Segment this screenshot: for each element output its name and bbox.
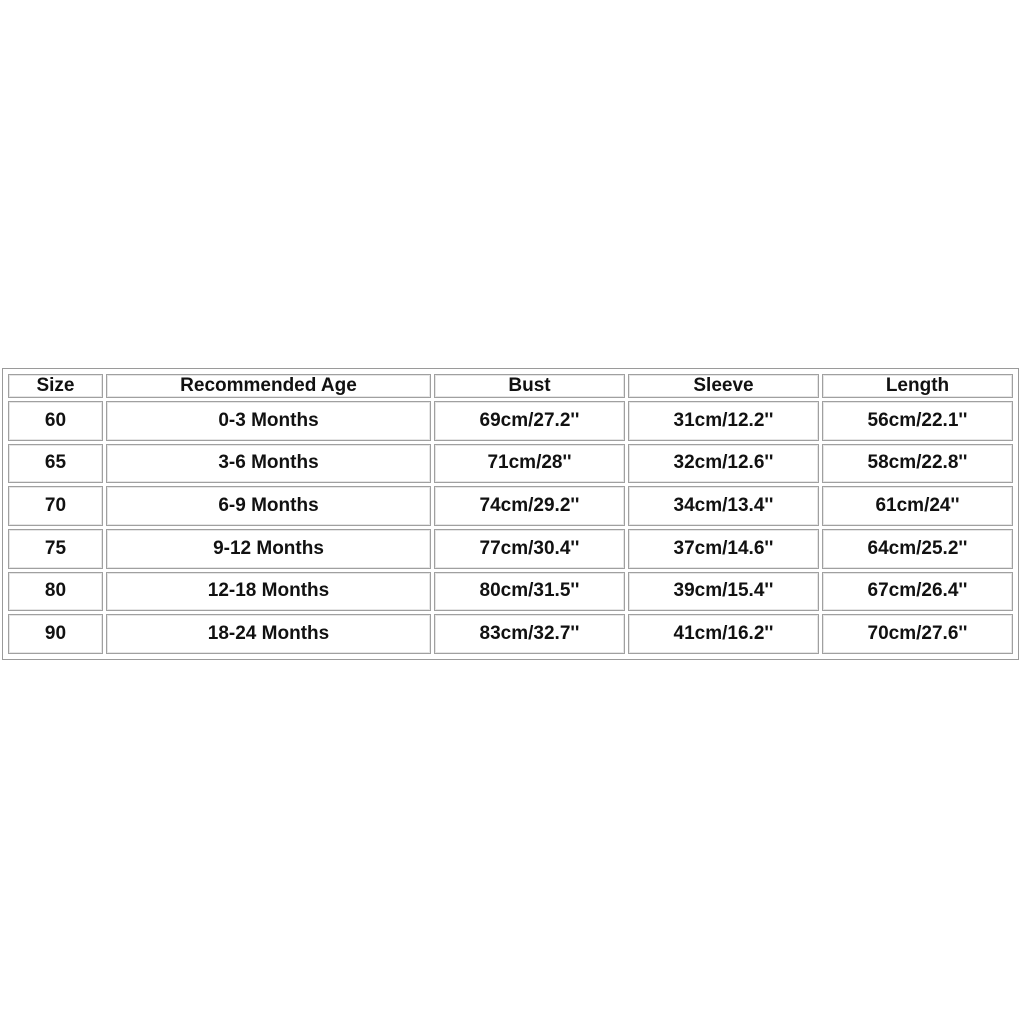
- cell-bust: 83cm/32.7'': [434, 614, 625, 654]
- cell-recommended-age: 9-12 Months: [106, 529, 431, 569]
- cell-bust: 69cm/27.2'': [434, 401, 625, 441]
- cell-bust: 77cm/30.4'': [434, 529, 625, 569]
- cell-length: 56cm/22.1'': [822, 401, 1013, 441]
- column-header-size: Size: [8, 374, 103, 398]
- cell-size: 90: [8, 614, 103, 654]
- cell-recommended-age: 3-6 Months: [106, 444, 431, 484]
- table-row: [8, 401, 1013, 441]
- cell-recommended-age: 0-3 Months: [106, 401, 431, 441]
- cell-recommended-age: 6-9 Months: [106, 486, 431, 526]
- cell-recommended-age: 18-24 Months: [106, 614, 431, 654]
- cell-recommended-age: 12-18 Months: [106, 572, 431, 612]
- cell-sleeve: 31cm/12.2'': [628, 401, 819, 441]
- cell-size: 65: [8, 444, 103, 484]
- cell-sleeve: 32cm/12.6'': [628, 444, 819, 484]
- size-chart-table: [5, 371, 1016, 657]
- column-header-sleeve: Sleeve: [628, 374, 819, 398]
- table-row: [8, 529, 1013, 569]
- column-header-length: Length: [822, 374, 1013, 398]
- table-header-row: [8, 374, 1013, 398]
- size-chart: [2, 368, 1019, 660]
- cell-length: 61cm/24'': [822, 486, 1013, 526]
- table-row: [8, 444, 1013, 484]
- cell-sleeve: 37cm/14.6'': [628, 529, 819, 569]
- cell-length: 67cm/26.4'': [822, 572, 1013, 612]
- cell-length: 58cm/22.8'': [822, 444, 1013, 484]
- cell-length: 64cm/25.2'': [822, 529, 1013, 569]
- cell-length: 70cm/27.6'': [822, 614, 1013, 654]
- table-row: [8, 572, 1013, 612]
- cell-size: 80: [8, 572, 103, 612]
- cell-bust: 80cm/31.5'': [434, 572, 625, 612]
- cell-size: 60: [8, 401, 103, 441]
- cell-sleeve: 34cm/13.4'': [628, 486, 819, 526]
- cell-size: 75: [8, 529, 103, 569]
- column-header-bust: Bust: [434, 374, 625, 398]
- cell-sleeve: 39cm/15.4'': [628, 572, 819, 612]
- cell-size: 70: [8, 486, 103, 526]
- table-row: [8, 486, 1013, 526]
- table-row: [8, 614, 1013, 654]
- cell-bust: 74cm/29.2'': [434, 486, 625, 526]
- cell-bust: 71cm/28'': [434, 444, 625, 484]
- cell-sleeve: 41cm/16.2'': [628, 614, 819, 654]
- column-header-recommended-age: Recommended Age: [106, 374, 431, 398]
